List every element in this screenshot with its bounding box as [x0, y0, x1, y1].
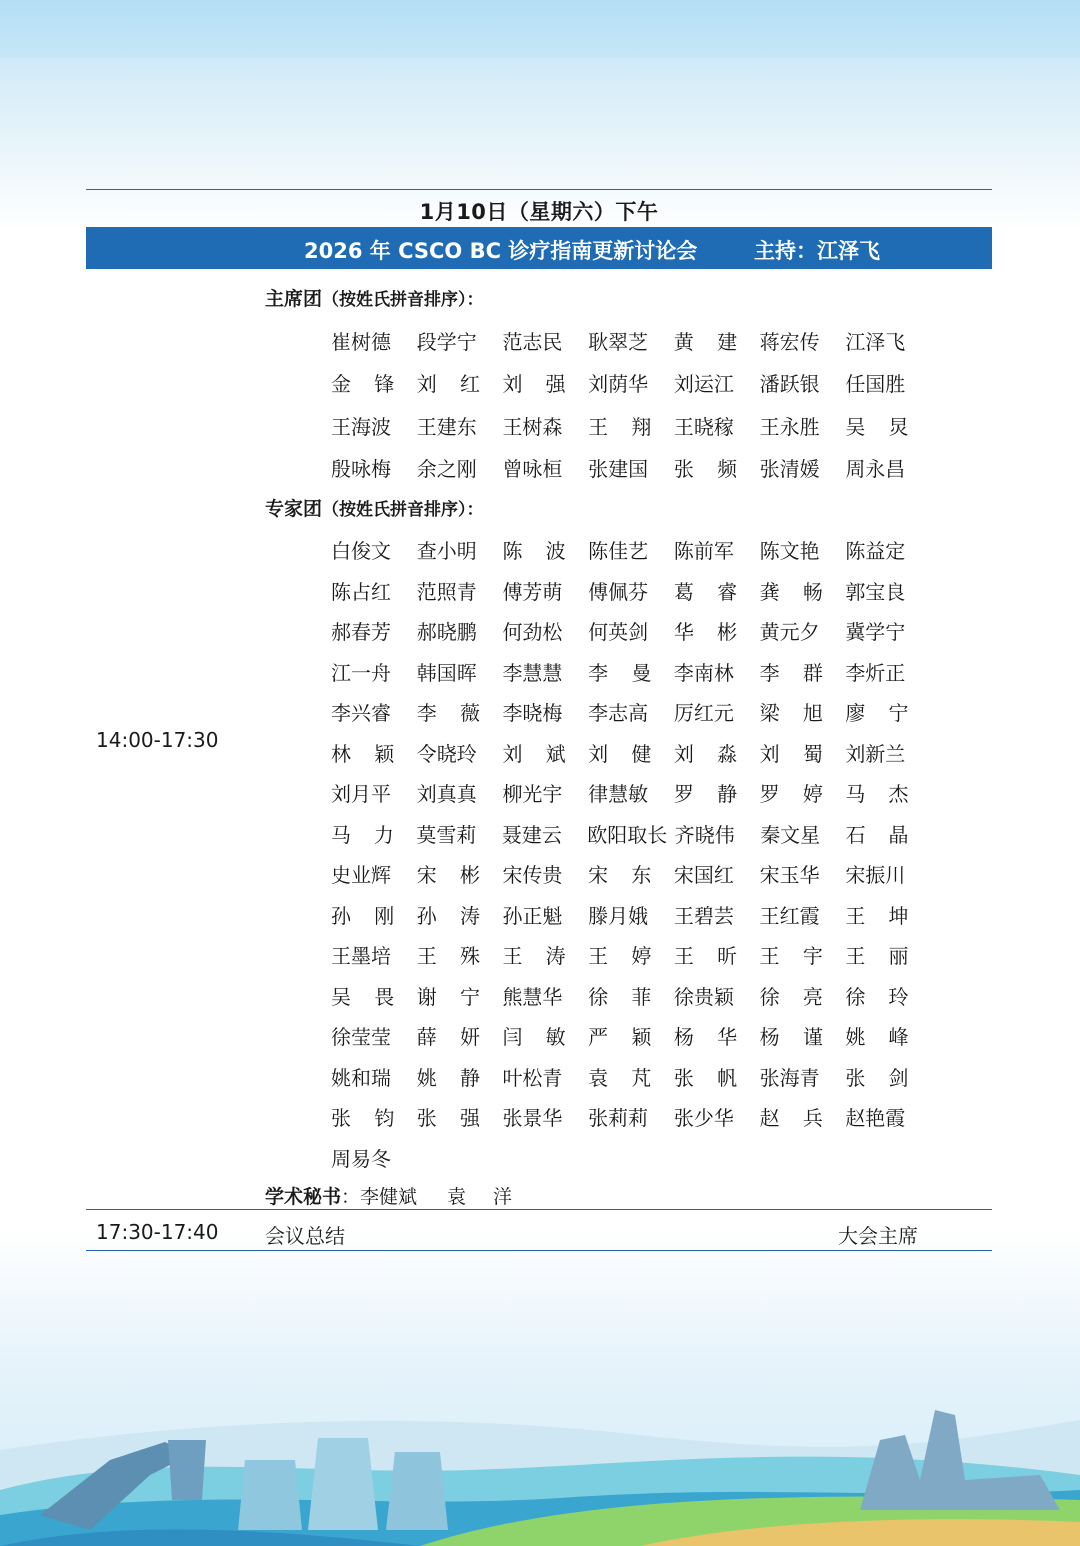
name-char: 婷 — [802, 782, 823, 806]
name-char: 刘 — [759, 741, 780, 766]
name-char: 陈 — [502, 539, 523, 563]
person-name: 史业辉 — [331, 863, 391, 887]
name-char: 王 — [588, 944, 609, 968]
name-char: 薇 — [459, 701, 480, 725]
name-char: 锋 — [374, 372, 395, 397]
person-name — [674, 1062, 737, 1103]
name-char: 涛 — [545, 944, 566, 968]
person-name — [760, 1021, 823, 1062]
person-name — [502, 1021, 565, 1062]
name-char: 徐 — [759, 984, 780, 1009]
cooling-tower-2 — [308, 1438, 378, 1530]
person-name: 李南林 — [673, 660, 734, 685]
expert-row — [331, 1143, 931, 1184]
name-char: 健 — [631, 741, 652, 766]
person-name: 殷咏梅 — [331, 456, 391, 481]
person-name — [674, 940, 737, 981]
person-name — [674, 453, 737, 495]
person-name: 江泽飞 — [845, 330, 906, 354]
expert-row — [331, 616, 931, 657]
name-char: 婷 — [631, 944, 652, 968]
person-name: 王墨培 — [331, 944, 391, 968]
expert-names — [331, 535, 931, 1183]
person-name — [331, 738, 394, 779]
name-char: 廖 — [845, 701, 866, 725]
name-char: 昕 — [717, 944, 738, 968]
name-char: 殊 — [459, 944, 480, 968]
person-name: 宋传贵 — [502, 863, 563, 887]
person-name: 令晓玲 — [416, 741, 477, 766]
person-name: 任国胜 — [845, 372, 906, 397]
person-name: 刘运江 — [673, 372, 734, 397]
expert-row — [331, 1021, 931, 1062]
person-name: 崔树德 — [331, 330, 391, 354]
person-name — [502, 368, 565, 410]
name-char: 刘 — [502, 741, 523, 766]
name-char: 王 — [588, 414, 609, 439]
name-char: 王 — [845, 903, 866, 928]
expert-row — [331, 697, 931, 738]
person-name: 余之刚 — [416, 456, 477, 481]
person-name: 孙正魁 — [502, 903, 563, 928]
person-name: 李志高 — [588, 701, 649, 725]
name-char: 张 — [416, 1106, 437, 1130]
session-title: 2026 年 CSCO BC 诊疗指南更新讨论会 — [304, 239, 698, 263]
person-name: 耿翠芝 — [588, 330, 649, 354]
name-char: 林 — [331, 741, 351, 766]
person-name: 李慧慧 — [502, 660, 563, 685]
expert-row — [331, 738, 931, 779]
person-name: 赵艳霞 — [845, 1106, 906, 1130]
person-name — [845, 697, 908, 738]
person-name — [674, 326, 737, 368]
name-char: 吴 — [845, 414, 866, 439]
name-char: 钧 — [374, 1106, 395, 1130]
name-char: 吴 — [331, 984, 351, 1009]
person-name: 何劲松 — [502, 620, 563, 644]
person-name: 周易冬 — [331, 1146, 391, 1171]
name-char: 翔 — [631, 414, 652, 439]
person-name — [674, 1021, 737, 1062]
expert-row — [331, 657, 931, 698]
person-name: 潘跃银 — [759, 372, 820, 397]
person-name — [845, 940, 908, 981]
person-name — [417, 697, 480, 738]
name-char: 颖 — [631, 1025, 652, 1049]
person-name: 周永昌 — [845, 456, 906, 481]
person-name — [588, 940, 651, 981]
person-name: 傅芳萌 — [502, 579, 563, 604]
person-name: 秦文星 — [760, 822, 821, 847]
name-char: 谨 — [802, 1025, 823, 1049]
name-char: 频 — [717, 456, 738, 481]
expert-row — [331, 940, 931, 981]
name-char: 金 — [331, 372, 351, 397]
expert-row — [331, 981, 931, 1022]
person-name — [502, 738, 565, 779]
person-name: 刘真真 — [416, 782, 477, 806]
name-char: 宁 — [888, 701, 909, 725]
expert-row — [331, 778, 931, 819]
name-char: 帆 — [717, 1065, 738, 1090]
name-char: 闫 — [502, 1025, 523, 1049]
divider-rule — [86, 1209, 992, 1210]
name-char: 菲 — [631, 984, 652, 1009]
person-name: 查小明 — [416, 539, 477, 563]
experts-note: （按姓氏拼音排序）： — [322, 500, 484, 520]
name-char: 姚 — [416, 1065, 437, 1090]
person-name — [760, 657, 823, 698]
person-name: 律慧敏 — [588, 782, 649, 806]
name-char: 罗 — [759, 782, 780, 806]
person-name: 柳光宇 — [502, 782, 563, 806]
person-name: 陈佳艺 — [588, 539, 649, 563]
name-char: 王 — [845, 944, 866, 968]
name-char: 静 — [459, 1065, 480, 1090]
person-name — [760, 697, 823, 738]
name-char: 黄 — [673, 330, 694, 354]
closing-time: 17:30-17:40 — [96, 1220, 219, 1244]
name-char: 丽 — [888, 944, 909, 968]
name-char: 刘 — [673, 741, 694, 766]
name-char: 马 — [845, 782, 866, 806]
name-char: 波 — [545, 539, 566, 563]
person-name — [588, 981, 651, 1022]
name-char: 强 — [545, 372, 566, 397]
name-char: 亮 — [802, 984, 823, 1009]
presidium-row — [331, 411, 931, 453]
person-name — [674, 576, 737, 617]
name-char: 姚 — [845, 1025, 866, 1049]
presidium-row — [331, 326, 931, 368]
person-name — [331, 1102, 394, 1143]
person-name — [760, 981, 823, 1022]
person-name: 冀学宁 — [845, 620, 906, 644]
name-char: 畅 — [802, 579, 823, 604]
person-name: 宋振川 — [845, 863, 906, 887]
person-name — [331, 819, 394, 860]
person-name: 刘新兰 — [845, 741, 906, 766]
name-char: 李 — [588, 660, 609, 685]
person-name: 莫雪莉 — [416, 822, 477, 847]
person-name — [417, 900, 480, 941]
name-char: 张 — [331, 1106, 351, 1130]
name-char: 坤 — [888, 903, 909, 928]
person-name — [674, 778, 737, 819]
person-name — [674, 616, 737, 657]
person-name: 陈文艳 — [759, 539, 820, 563]
name-char: 蜀 — [802, 741, 823, 766]
name-char: 袁 — [588, 1065, 609, 1090]
person-name — [502, 940, 565, 981]
name-char: 王 — [759, 944, 780, 968]
name-char: 李 — [759, 660, 780, 685]
name-char: 兵 — [802, 1106, 823, 1130]
name-char: 杨 — [673, 1025, 694, 1049]
person-name — [588, 738, 651, 779]
person-name — [588, 657, 651, 698]
person-name: 张建国 — [588, 456, 649, 481]
name-char: 华 — [717, 1025, 738, 1049]
person-name — [417, 981, 480, 1022]
name-char: 严 — [588, 1025, 609, 1049]
person-name — [674, 738, 737, 779]
person-name — [845, 1062, 908, 1103]
name-char: 刘 — [502, 372, 523, 397]
name-char: 张 — [673, 456, 694, 481]
expert-row — [331, 819, 931, 860]
person-name — [331, 368, 394, 410]
person-name: 熊慧华 — [502, 984, 563, 1009]
person-name: 王红霞 — [759, 903, 820, 928]
person-name: 江一舟 — [331, 660, 391, 685]
name-char: 宁 — [459, 984, 480, 1009]
presidium-names — [331, 326, 931, 495]
person-name: 王永胜 — [759, 414, 820, 439]
person-name — [417, 1102, 480, 1143]
person-name — [417, 940, 480, 981]
person-name: 陈益定 — [845, 539, 906, 563]
name-char: 峰 — [888, 1025, 909, 1049]
person-name: 徐贵颖 — [673, 984, 734, 1009]
person-name: 张莉莉 — [588, 1106, 649, 1130]
secretary-line — [265, 1182, 534, 1209]
name-char: 旭 — [802, 701, 823, 725]
person-name: 张景华 — [502, 1106, 563, 1130]
person-name — [845, 900, 908, 941]
name-char: 斌 — [545, 741, 566, 766]
person-name — [845, 1021, 908, 1062]
name-char: 徐 — [845, 984, 866, 1009]
person-name: 白俊文 — [331, 539, 391, 563]
person-name: 刘月平 — [331, 782, 391, 806]
person-name: 张清媛 — [759, 456, 820, 481]
name-char: 袁 — [447, 1186, 467, 1208]
person-name — [417, 368, 480, 410]
expert-row — [331, 535, 931, 576]
name-char: 淼 — [717, 741, 738, 766]
person-name: 曾咏桓 — [502, 456, 563, 481]
person-name: 范志民 — [502, 330, 563, 354]
person-name: 欧阳取长 — [587, 822, 668, 847]
person-name: 张海青 — [759, 1065, 820, 1090]
person-name — [502, 535, 565, 576]
name-char: 龚 — [759, 579, 780, 604]
name-char: 徐 — [588, 984, 609, 1009]
session-time: 14:00-17:30 — [96, 728, 219, 752]
name-char: 颖 — [374, 741, 395, 766]
person-name — [845, 411, 908, 453]
person-name — [760, 576, 823, 617]
name-char: 罗 — [673, 782, 694, 806]
name-char: 晶 — [888, 822, 909, 847]
person-name: 宋玉华 — [759, 863, 820, 887]
person-name: 王海波 — [331, 414, 391, 439]
person-name: 傅佩芬 — [588, 579, 649, 604]
name-char: 宋 — [416, 863, 437, 887]
session-host: 主持：江泽飞 — [754, 239, 880, 263]
person-name: 郝春芳 — [331, 620, 391, 644]
ski-jump-base — [168, 1440, 206, 1500]
expert-row — [331, 900, 931, 941]
name-char: 王 — [416, 944, 437, 968]
presidium-row — [331, 368, 931, 410]
expert-row — [331, 1062, 931, 1103]
person-name — [760, 1102, 823, 1143]
person-name: 郭宝良 — [845, 579, 906, 604]
person-name: 姚和瑞 — [331, 1065, 391, 1090]
person-name — [760, 778, 823, 819]
person-name: 张少华 — [673, 1106, 734, 1130]
person-name: 王建东 — [416, 414, 477, 439]
cooling-tower-3 — [386, 1452, 448, 1530]
name-char: 杨 — [759, 1025, 780, 1049]
person-name: 刘荫华 — [588, 372, 649, 397]
person-name: 段学宁 — [416, 330, 477, 354]
session-banner — [86, 227, 992, 269]
name-char: 宇 — [802, 944, 823, 968]
person-name: 王晓稼 — [673, 414, 734, 439]
name-char: 剑 — [888, 1065, 909, 1090]
person-name: 黄元夕 — [759, 620, 820, 644]
closing-speaker: 大会主席 — [838, 1224, 918, 1248]
person-name: 王树森 — [502, 414, 563, 439]
experts-heading — [265, 494, 484, 521]
name-char: 睿 — [717, 579, 738, 604]
person-name: 蒋宏传 — [759, 330, 820, 354]
secretary-label: 学术秘书 — [265, 1186, 342, 1208]
name-char: 马 — [331, 822, 351, 847]
closing-title: 会议总结 — [265, 1224, 345, 1248]
person-name — [760, 940, 823, 981]
name-char: 曼 — [631, 660, 652, 685]
person-name — [845, 981, 908, 1022]
bottom-rule — [86, 1250, 992, 1251]
person-name: 韩国晖 — [416, 660, 477, 685]
name-char: 杰 — [888, 782, 909, 806]
secretary-name — [447, 1182, 512, 1209]
secretary-colon: ： — [341, 1186, 361, 1208]
name-char: 谢 — [416, 984, 437, 1009]
name-char: 张 — [673, 1065, 694, 1090]
person-name — [331, 981, 394, 1022]
date-heading: 1月10日（星期六）下午 — [419, 200, 659, 224]
name-char: 刚 — [374, 903, 395, 928]
name-char: 敏 — [545, 1025, 566, 1049]
person-name — [331, 900, 394, 941]
name-char: 炅 — [888, 414, 909, 439]
name-char: 静 — [717, 782, 738, 806]
person-name: 陈前军 — [673, 539, 734, 563]
name-char: 葛 — [673, 579, 694, 604]
expert-row — [331, 1102, 931, 1143]
name-char: 妍 — [459, 1025, 480, 1049]
person-name: 聂建云 — [501, 822, 562, 847]
person-name: 齐晓伟 — [674, 822, 735, 847]
person-name — [588, 1021, 651, 1062]
name-char: 彬 — [459, 863, 480, 887]
name-char: 华 — [673, 620, 694, 644]
presidium-label: 主席团 — [265, 288, 323, 310]
person-name — [417, 1021, 480, 1062]
person-name — [588, 1062, 651, 1103]
name-char: 王 — [502, 944, 523, 968]
name-char: 宋 — [588, 863, 609, 887]
person-name: 李炘正 — [845, 660, 906, 685]
experts-label: 专家团 — [265, 498, 323, 520]
person-name: 郝晓鹏 — [416, 620, 477, 644]
person-name: 滕月娥 — [588, 903, 649, 928]
person-name: 何英剑 — [588, 620, 649, 644]
name-char: 东 — [631, 863, 652, 887]
person-name: 王碧芸 — [673, 903, 734, 928]
name-char: 力 — [373, 822, 394, 847]
name-char: 薛 — [416, 1025, 437, 1049]
name-char: 芃 — [631, 1065, 652, 1090]
name-char: 张 — [845, 1065, 866, 1090]
name-char: 强 — [459, 1106, 480, 1130]
presidium-heading — [265, 284, 484, 311]
person-name — [846, 819, 909, 860]
name-char: 群 — [802, 660, 823, 685]
person-name — [760, 738, 823, 779]
person-name — [417, 859, 480, 900]
person-name: 李兴睿 — [331, 701, 391, 725]
person-name: 李晓梅 — [502, 701, 563, 725]
expert-row — [331, 859, 931, 900]
name-char: 涛 — [459, 903, 480, 928]
person-name: 厉红元 — [673, 701, 734, 725]
top-sky-band — [0, 0, 1080, 58]
person-name — [588, 859, 651, 900]
person-name — [588, 411, 651, 453]
name-char: 赵 — [759, 1106, 780, 1130]
presidium-row — [331, 453, 931, 495]
name-char: 畏 — [374, 984, 395, 1009]
top-rule — [86, 189, 992, 190]
name-char: 洋 — [493, 1186, 513, 1208]
person-name: 陈占红 — [331, 579, 391, 604]
person-name — [845, 778, 908, 819]
name-char: 孙 — [416, 903, 437, 928]
name-char: 彬 — [717, 620, 738, 644]
name-char: 孙 — [331, 903, 351, 928]
expert-row — [331, 576, 931, 617]
presidium-note: （按姓氏拼音排序）： — [322, 290, 484, 310]
name-char: 李 — [416, 701, 437, 725]
person-name: 宋国红 — [673, 863, 734, 887]
name-char: 石 — [845, 822, 866, 847]
name-char: 建 — [717, 330, 738, 354]
name-char: 玲 — [888, 984, 909, 1009]
landscape-illustration — [0, 1380, 1080, 1546]
cooling-tower-1 — [238, 1460, 302, 1530]
name-char: 王 — [673, 944, 694, 968]
person-name: 范照青 — [416, 579, 477, 604]
secretary-name: 李健斌 — [360, 1186, 418, 1208]
name-char: 刘 — [416, 372, 437, 397]
person-name — [417, 1062, 480, 1103]
name-char: 红 — [459, 372, 480, 397]
person-name: 叶松青 — [502, 1065, 563, 1090]
name-char: 刘 — [588, 741, 609, 766]
name-char: 梁 — [759, 701, 780, 725]
person-name: 徐莹莹 — [331, 1025, 391, 1049]
